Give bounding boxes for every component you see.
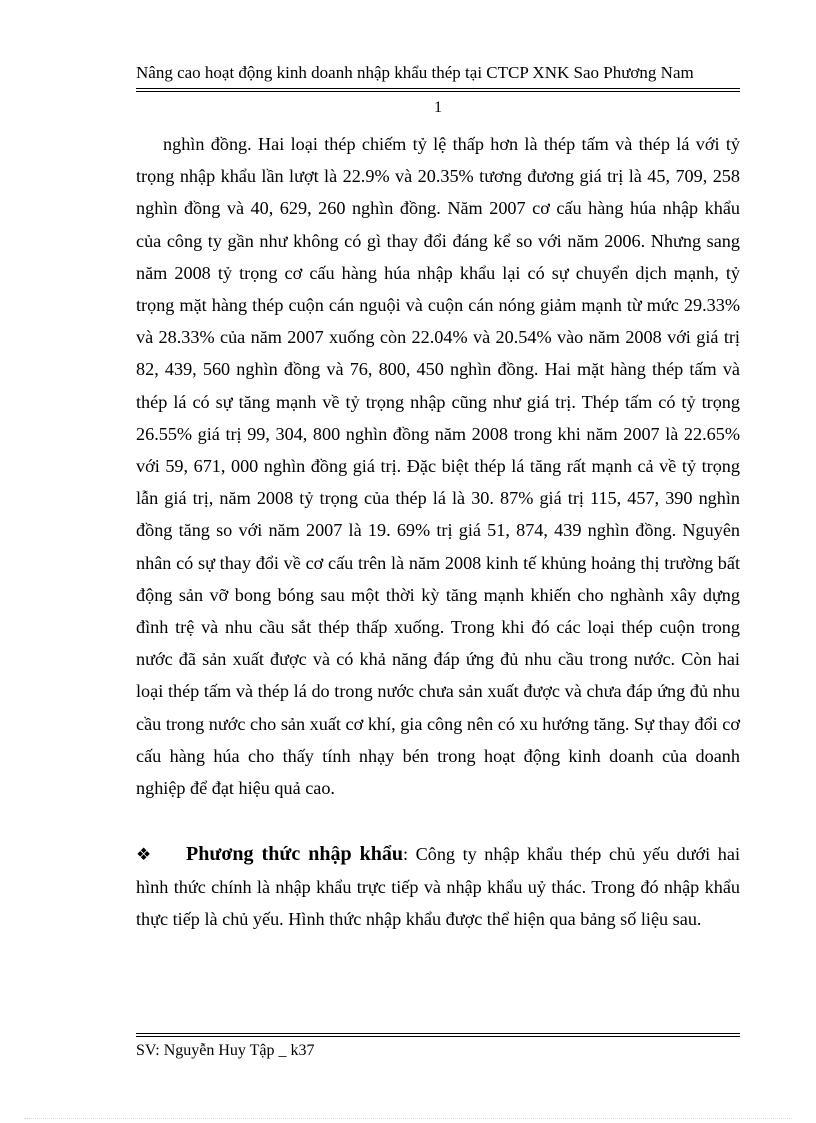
- page-number: 1: [434, 99, 442, 116]
- footer-rule-bottom: [136, 1036, 740, 1037]
- header-rule-top: [136, 88, 740, 89]
- section-text: : Công ty nhập khẩu thép chủ yếu dưới hai hình thức chính là nhập khẩu trực tiếp và nhập khẩu uỷ thác. Trong đó nhập khẩu thực tiếp là chủ yếu. Hình thức nhập khẩu được thể hiện qua bảng số liệu sau.: [136, 844, 740, 930]
- section-heading: Phương thức nhập khẩu: [186, 843, 403, 865]
- page-footer: SV: Nguyễn Huy Tập _ k37: [136, 1042, 315, 1059]
- body-paragraph: nghìn đồng. Hai loại thép chiếm tỷ lệ thấp hơn là thép tấm và thép lá với tỷ trọng nhập khẩu lần lượt là 22.9% và 20.35% tương đương giá trị là 45, 709, 258 nghìn đồng và 40, 629, 260 nghìn đồng. Năm 2007 cơ cấu hàng húa nhập khẩu của công ty gần như không có gì thay đổi đáng kể so với năm 2006. Nhưng sang năm 2008 tỷ trọng cơ cấu hàng húa nhập khẩu lại có sự chuyển dịch mạnh, tỷ trọng mặt hàng thép cuộn cán nguội và cuộn cán nóng giảm mạnh từ mức 29.33% và 28.33% của năm 2007 xuống còn 22.04% và 20.54% vào năm 2008 với giá trị 82, 439, 560 nghìn đồng và 76, 800, 450 nghìn đồng. Hai mặt hàng thép tấm và thép lá có sự tăng mạnh về tỷ trọng nhập cũng như giá trị. Thép tấm có tỷ trọng 26.55% giá trị 99, 304, 800 nghìn đồng năm 2008 trong khi năm 2007 là 22.65% với 59, 671, 000 nghìn đồng giá trị. Đặc biệt thép lá tăng rất mạnh cả về tỷ trọng lẫn giá trị, năm 2008 tỷ trọng của thép lá là 30. 87% giá trị 115, 457, 390 nghìn đồng tăng so với năm 2007 là 19. 69% trị giá 51, 874, 439 nghìn đồng. Nguyên nhân có sự thay đổi về cơ cấu trên là năm 2008 kinh tế khủng hoảng thị trường bất động sản vỡ bong bóng sau một thời kỳ tăng mạnh khiến cho nghành xây dựng đình trệ và nhu cầu sắt thép thấp xuống. Trong khi đó các loại thép cuộn trong nước đã sản xuất được và có khả năng đáp ứng đủ nhu cầu trong nước. Còn hai loại thép tấm và thép lá do trong nước chưa sản xuất được và chưa đáp ứng đủ nhu cầu trong nước cho sản xuất cơ khí, gia công nên có xu hướng tăng. Sự thay đổi cơ cấu hàng húa cho thấy tính nhạy bén trong hoạt động kinh doanh của doanh nghiệp để đạt hiệu quả cao.: [136, 134, 740, 799]
- section-import-methods: [136, 838, 740, 936]
- header-rule-bottom: [136, 91, 740, 92]
- running-header: Nâng cao hoạt động kinh doanh nhập khẩu thép tại CTCP XNK Sao Phương Nam: [136, 63, 694, 82]
- page-bottom-border: [24, 1118, 792, 1119]
- diamond-bullet-icon: ❖: [136, 845, 152, 864]
- footer-rule-top: [136, 1033, 740, 1034]
